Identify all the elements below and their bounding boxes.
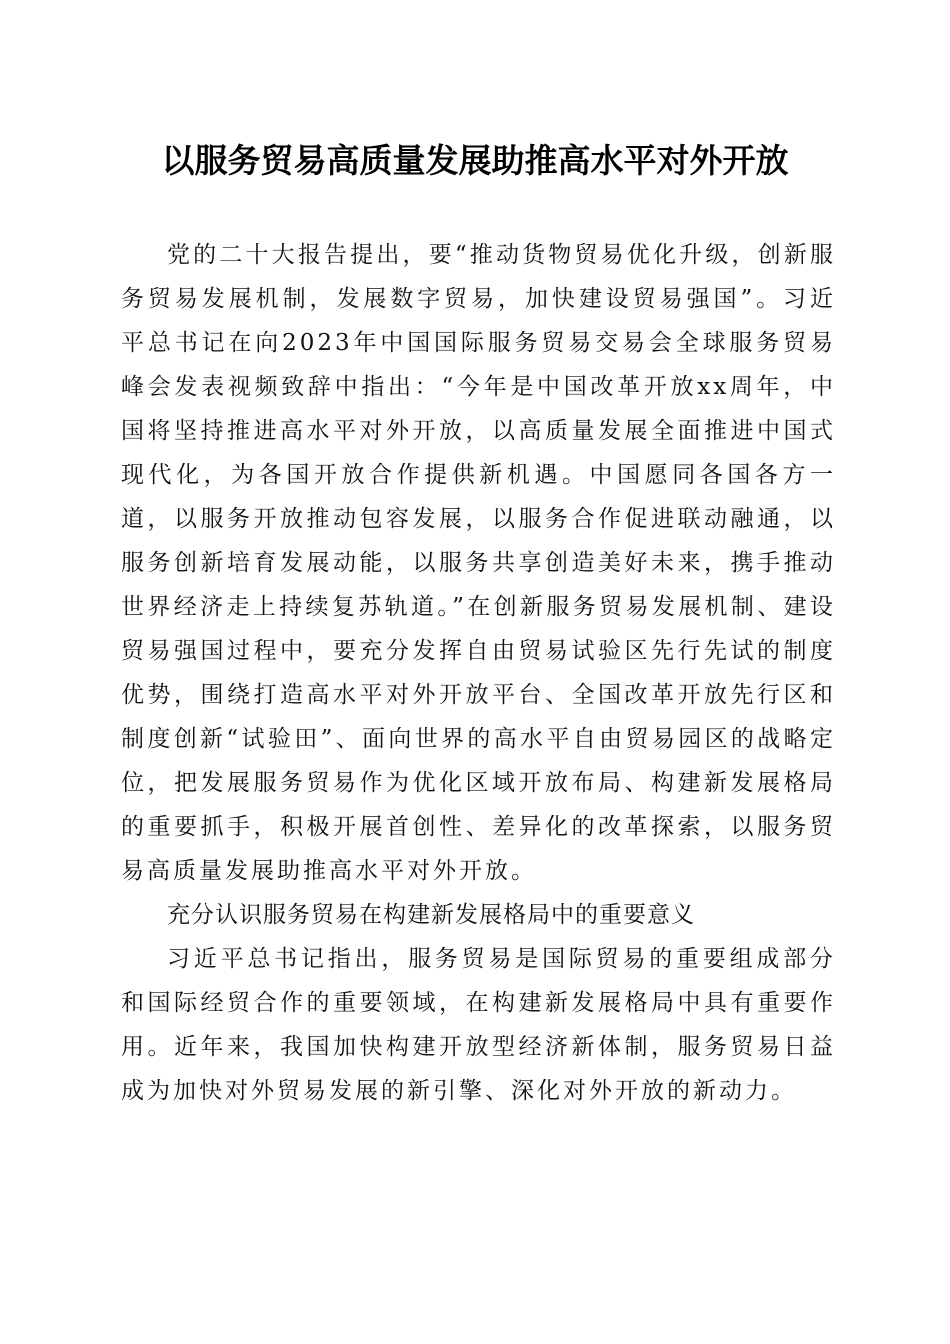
document-title: 以服务贸易高质量发展助推高水平对外开放 bbox=[161, 141, 789, 180]
document-body bbox=[121, 233, 836, 1113]
section-heading: 充分认识服务贸易在构建新发展格局中的重要意义 bbox=[167, 902, 695, 928]
body-paragraph: 党的二十大报告提出，要“推动货物贸易优化升级，创新服务贸易发展机制，发展数字贸易，加快建设贸易强国”。习近平总书记在向2023年中国国际服务贸易交易会全球服务贸易峰会发表视频致辞中指出：“今年是中国改革开放xx周年，中国将坚持推进高水平对外开放，以高质量发展全面推进中国式现代化，为各国开放合作提供新机遇。中国愿同各国各方一道，以服务开放推动包容发展，以服务合作促进联动融通，以服务创新培育发展动能，以服务共享创造美好未来，携手推动世界经济走上持续复苏轨道。”在创新服务贸易发展机制、建设贸易强国过程中，要充分发挥自由贸易试验区先行先试的制度优势，围绕打造高水平对外开放平台、全国改革开放先行区和制度创新“试验田”、面向世界的高水平自由贸易园区的战略定位，把发展服务贸易作为优化区域开放布局、构建新发展格局的重要抓手，积极开展首创性、差异化的改革探索，以服务贸易高质量发展助推高水平对外开放。 bbox=[121, 242, 836, 884]
body-paragraph: 习近平总书记指出，服务贸易是国际贸易的重要组成部分和国际经贸合作的重要领域，在构建新发展格局中具有重要作用。近年来，我国加快构建开放型经济新体制，服务贸易日益成为加快对外贸易发展的新引擎、深化对外开放的新动力。 bbox=[121, 946, 836, 1104]
